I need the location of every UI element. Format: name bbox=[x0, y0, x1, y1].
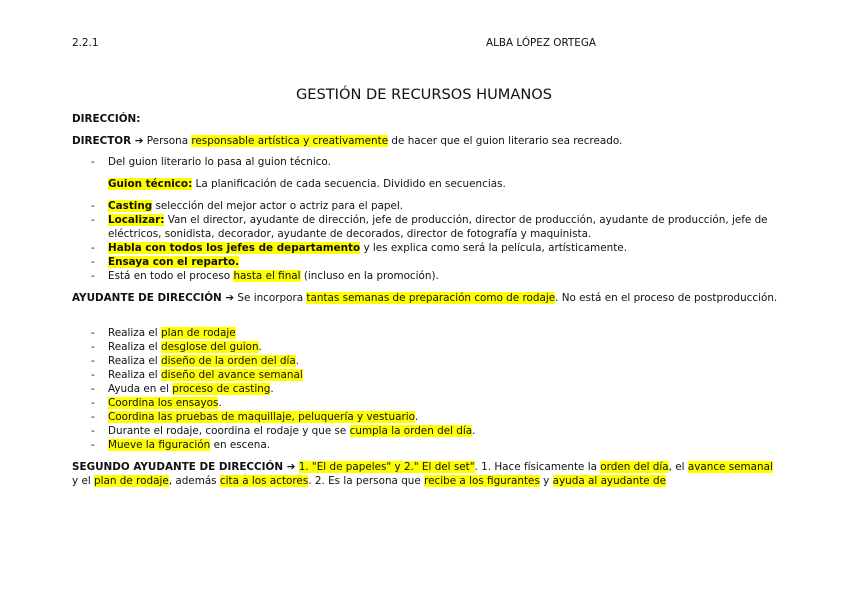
list-item: - Durante el rodaje, coordina el rodaje y que se cumpla la orden del día. bbox=[72, 424, 778, 438]
director-list-1 bbox=[72, 155, 778, 169]
list-item: - Mueve la figuración en escena. bbox=[72, 438, 778, 452]
header-code: 2.2.1 bbox=[72, 37, 99, 49]
arrow-right-icon: ➔ bbox=[134, 135, 144, 147]
list-item: - Realiza el diseño de la orden del día. bbox=[72, 354, 778, 368]
list-item: - Ayuda en el proceso de casting. bbox=[72, 382, 778, 396]
arrow-right-icon: ➔ bbox=[286, 461, 296, 473]
list-item: - Realiza el plan de rodaje bbox=[72, 326, 778, 340]
list-item: - Ensaya con el reparto. bbox=[72, 255, 778, 269]
header-author: ALBA LÓPEZ ORTEGA bbox=[486, 37, 596, 49]
arrow-right-icon: ➔ bbox=[225, 292, 235, 304]
ayudante-paragraph: AYUDANTE DE DIRECCIÓN ➔ Se incorpora tantas semanas de preparación como de rodaje. No está en el proceso de postproducción. bbox=[72, 292, 778, 304]
list-item: - Realiza el diseño del avance semanal bbox=[72, 368, 778, 382]
segundo-paragraph: SEGUNDO AYUDANTE DE DIRECCIÓN ➔ 1. "El de papeles" y 2." El del set". 1. Hace físicamente la orden del día, el avance semanal y el plan de rodaje, además cita a los actores. 2. Es la persona que recibe a los figurantes y ayuda al ayudante de bbox=[72, 461, 773, 487]
list-item: - Del guion literario lo pasa al guion técnico. bbox=[72, 155, 778, 169]
list-item: - Está en todo el proceso hasta el final (incluso en la promoción). bbox=[72, 269, 778, 283]
list-item: - Localizar: Van el director, ayudante de dirección, jefe de producción, director de producción, ayudante de producción, jefe de eléctricos, sonidista, decorador, ayudante de decorados, director de fotografía y maquinista. bbox=[72, 213, 778, 241]
page-title: GESTIÓN DE RECURSOS HUMANOS bbox=[295, 86, 553, 103]
director-paragraph: DIRECTOR ➔ Persona responsable artística y creativamente de hacer que el guion literario sea recreado. bbox=[72, 135, 623, 147]
list-item: - Realiza el desglose del guion. bbox=[72, 340, 778, 354]
section-heading: DIRECCIÓN: bbox=[72, 113, 141, 125]
list-item: - Coordina los ensayos. bbox=[72, 396, 778, 410]
list-item: - Casting selección del mejor actor o actriz para el papel. bbox=[72, 199, 778, 213]
list-item: - Habla con todos los jefes de departamento y les explica como será la película, artísticamente. bbox=[72, 241, 778, 255]
guion-tecnico-line: Guion técnico: La planificación de cada secuencia. Dividido en secuencias. bbox=[108, 178, 506, 190]
director-list-2 bbox=[72, 199, 778, 283]
ayudante-list bbox=[72, 326, 778, 452]
list-item: - Coordina las pruebas de maquillaje, peluquería y vestuario. bbox=[72, 410, 778, 424]
